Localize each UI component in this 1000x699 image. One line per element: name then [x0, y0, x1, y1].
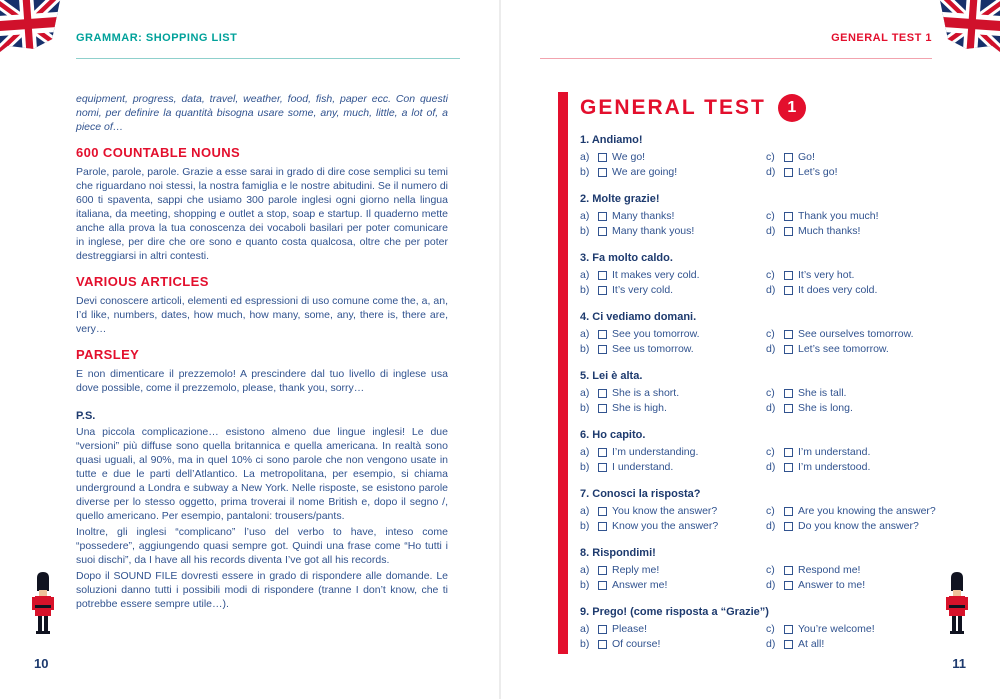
option-c: [766, 504, 936, 519]
option-letter: d): [766, 284, 776, 296]
option-letter: d): [766, 579, 776, 591]
answer-checkbox[interactable]: [598, 404, 607, 413]
option-text: Respond me!: [798, 564, 861, 576]
option-letter: c): [766, 151, 775, 163]
answer-checkbox[interactable]: [784, 389, 793, 398]
answer-checkbox[interactable]: [598, 640, 607, 649]
answer-checkbox[interactable]: [784, 168, 793, 177]
option-a: [580, 327, 766, 342]
answer-checkbox[interactable]: [784, 330, 793, 339]
answer-checkbox[interactable]: [784, 345, 793, 354]
question-number: 7.: [580, 488, 590, 500]
question-prompt: Conosci la risposta?: [592, 488, 701, 500]
answer-options: [580, 622, 936, 652]
option-letter: c): [766, 623, 775, 635]
option-a: [580, 563, 766, 578]
option-letter: a): [580, 505, 590, 517]
option-d: [766, 460, 936, 475]
header-rule-right: [540, 58, 932, 59]
answer-checkbox[interactable]: [598, 212, 607, 221]
answer-checkbox[interactable]: [598, 463, 607, 472]
option-text: It makes very cold.: [612, 269, 700, 281]
royal-guard-icon: [942, 572, 972, 634]
option-b: [580, 460, 766, 475]
option-text: It’s very hot.: [798, 269, 855, 281]
option-text: Of course!: [612, 638, 661, 650]
option-letter: c): [766, 564, 775, 576]
option-text: I’m understand.: [798, 446, 871, 458]
option-text: We are going!: [612, 166, 678, 178]
option-a: [580, 445, 766, 460]
option-letter: b): [580, 284, 590, 296]
question-block: [580, 133, 936, 180]
question-block: [580, 192, 936, 239]
question-block: [580, 369, 936, 416]
section-body-countable-nouns: Parole, parole, parole. Grazie a esse sarai in grado di dire cose semplici su temi che riguardano noi stessi, la nostra famiglia e le nostre abitudini. Se il numero di 600 ti spaventa, sappi che usiamo 300 parole inglesi ogni giorno nella lingua italiana, da meeting, shopping e outlet a stop, soap e startup. Il quaderno mette anche alla prova la tua conoscenza dei vocaboli basilari per poter comunicare in inglese, per dire che ore sono e quanto costa qualcosa, oltre che per poter destreggiarsi in altri contesti.: [76, 166, 448, 262]
answer-checkbox[interactable]: [784, 286, 793, 295]
option-letter: a): [580, 328, 590, 340]
option-text: She is long.: [798, 402, 853, 414]
answer-checkbox[interactable]: [598, 153, 607, 162]
question-prompt: Prego! (come risposta a “Grazie”): [592, 606, 769, 618]
option-d: [766, 637, 936, 652]
question-number: 3.: [580, 252, 590, 264]
option-a: [580, 268, 766, 283]
option-b: [580, 283, 766, 298]
header-rule-left: [76, 58, 460, 59]
question-number: 9.: [580, 606, 590, 618]
answer-checkbox[interactable]: [598, 227, 607, 236]
page-number-right: 11: [952, 656, 966, 671]
section-body-various-articles: Devi conoscere articoli, elementi ed espressioni di uso comune come the, a, an, I’d like, numbers, dates, how much, how many, some, any, there is, there are, very…: [76, 295, 448, 335]
question-prompt: Fa molto caldo.: [592, 252, 673, 264]
option-c: [766, 445, 936, 460]
option-text: Reply me!: [612, 564, 660, 576]
ps-paragraph-1: Una piccola complicazione… esistono almeno due lingue inglesi! Le due “versioni” più diffuse sono quella britannica e quella americana. In realtà sono quasi uguali, al 90%, ma in quel 10% ci sono parole che non vengono usate in tutte e due le parti dell’Atlantico. La metropolitana, per esempio, si chiama underground a Londra e subway a New York. Nelle risposte, se esistono parole diverse per lo stesso oggetto, prima troverai il nome British e, dopo il segno /, quello americano. Per esempio, pantaloni: trousers/pants.: [76, 426, 448, 522]
option-text: Let’s go!: [798, 166, 838, 178]
option-text: You’re welcome!: [798, 623, 875, 635]
question-block: [580, 605, 936, 652]
answer-checkbox[interactable]: [598, 345, 607, 354]
test-title: GENERAL TEST: [580, 96, 766, 119]
option-c: [766, 386, 936, 401]
option-text: Please!: [612, 623, 648, 635]
answer-options: [580, 445, 936, 475]
answer-checkbox[interactable]: [784, 640, 793, 649]
question-block: [580, 428, 936, 475]
option-b: [580, 637, 766, 652]
ps-paragraph-3: Dopo il SOUND FILE dovresti essere in grado di rispondere alle domande. Le soluzioni danno tutti i possibili modi di rispondere (tranne I don’t know, che ti potrebbe essere sempre utile…).: [76, 570, 448, 610]
answer-checkbox[interactable]: [598, 522, 607, 531]
question-prompt: Lei è alta.: [592, 370, 643, 382]
question-number: 1.: [580, 134, 590, 146]
option-letter: b): [580, 579, 590, 591]
page-fold-divider: [499, 0, 501, 699]
option-text: I’m understood.: [798, 461, 871, 473]
option-letter: b): [580, 520, 590, 532]
option-text: She is high.: [612, 402, 667, 414]
question-block: [580, 310, 936, 357]
question-number: 2.: [580, 193, 590, 205]
option-b: [580, 519, 766, 534]
test-number-badge: 1: [778, 94, 806, 122]
option-text: I understand.: [612, 461, 674, 473]
option-text: Much thanks!: [798, 225, 861, 237]
option-a: [580, 209, 766, 224]
option-d: [766, 224, 936, 239]
answer-checkbox[interactable]: [784, 522, 793, 531]
question-number: 4.: [580, 311, 590, 323]
test-accent-bar: [558, 92, 568, 654]
option-c: [766, 209, 936, 224]
option-d: [766, 519, 936, 534]
test-title-row: [580, 94, 806, 122]
option-text: See you tomorrow.: [612, 328, 700, 340]
option-letter: a): [580, 446, 590, 458]
answer-options: [580, 209, 936, 239]
option-text: See ourselves tomorrow.: [798, 328, 914, 340]
option-letter: a): [580, 387, 590, 399]
option-text: I’m understanding.: [612, 446, 699, 458]
option-letter: d): [766, 638, 776, 650]
option-a: [580, 386, 766, 401]
answer-checkbox[interactable]: [598, 330, 607, 339]
answer-options: [580, 268, 936, 298]
ps-heading: P.S.: [76, 410, 96, 422]
option-letter: d): [766, 166, 776, 178]
option-letter: d): [766, 520, 776, 532]
option-letter: a): [580, 269, 590, 281]
left-page-body: [76, 92, 448, 613]
question-block: [580, 546, 936, 593]
option-text: Do you know the answer?: [798, 520, 919, 532]
section-body-parsley: E non dimenticare il prezzemolo! A prescindere dal tuo livello di inglese usa dove possible, come il prezzemolo, please, thank you, sorry…: [76, 368, 448, 394]
answer-checkbox[interactable]: [784, 227, 793, 236]
option-d: [766, 401, 936, 416]
option-a: [580, 504, 766, 519]
section-heading-parsley: PARSLEY: [76, 347, 140, 362]
answer-checkbox[interactable]: [784, 581, 793, 590]
option-text: Answer to me!: [798, 579, 866, 591]
option-letter: c): [766, 505, 775, 517]
ps-paragraph-2: Inoltre, gli inglesi “complicano” l’uso del verbo to have, inteso come “possedere”, aggiungendo quasi sempre got. Quindi una frase come “Ho tutti i suoi dischi”, da I have all his records diventa I’ve got all his records.: [76, 526, 448, 566]
option-text: Go!: [798, 151, 815, 163]
option-c: [766, 150, 936, 165]
option-letter: b): [580, 166, 590, 178]
option-letter: a): [580, 564, 590, 576]
answer-checkbox[interactable]: [598, 448, 607, 457]
answer-checkbox[interactable]: [598, 507, 607, 516]
answer-checkbox[interactable]: [784, 463, 793, 472]
option-text: At all!: [798, 638, 825, 650]
option-letter: b): [580, 638, 590, 650]
option-letter: b): [580, 402, 590, 414]
answer-checkbox[interactable]: [784, 271, 793, 280]
option-a: [580, 622, 766, 637]
running-head-right: GENERAL TEST 1: [831, 32, 932, 44]
option-d: [766, 283, 936, 298]
option-b: [580, 165, 766, 180]
answer-checkbox[interactable]: [784, 212, 793, 221]
option-text: Many thank yous!: [612, 225, 695, 237]
option-text: It does very cold.: [798, 284, 878, 296]
union-jack-flag-icon: [934, 0, 1000, 56]
option-letter: c): [766, 328, 775, 340]
answer-options: [580, 504, 936, 534]
answer-options: [580, 327, 936, 357]
option-text: Know you the answer?: [612, 520, 719, 532]
option-c: [766, 268, 936, 283]
option-letter: c): [766, 387, 775, 399]
option-b: [580, 342, 766, 357]
option-text: She is a short.: [612, 387, 680, 399]
answer-checkbox[interactable]: [598, 566, 607, 575]
option-d: [766, 578, 936, 593]
question-number: 6.: [580, 429, 590, 441]
option-letter: c): [766, 446, 775, 458]
royal-guard-icon: [28, 572, 58, 634]
option-d: [766, 165, 936, 180]
option-letter: d): [766, 402, 776, 414]
answer-checkbox[interactable]: [784, 625, 793, 634]
option-text: It’s very cold.: [612, 284, 674, 296]
option-letter: b): [580, 461, 590, 473]
option-letter: d): [766, 225, 776, 237]
option-c: [766, 327, 936, 342]
section-heading-various-articles: VARIOUS ARTICLES: [76, 274, 209, 289]
option-letter: d): [766, 461, 776, 473]
question-prompt: Andiamo!: [591, 134, 643, 146]
answer-options: [580, 386, 936, 416]
questions: [580, 133, 936, 664]
section-heading-countable-nouns: 600 COUNTABLE NOUNS: [76, 145, 241, 160]
answer-checkbox[interactable]: [598, 271, 607, 280]
option-b: [580, 578, 766, 593]
option-text: See us tomorrow.: [612, 343, 694, 355]
option-text: Let’s see tomorrow.: [798, 343, 889, 355]
union-jack-flag-icon: [0, 0, 66, 56]
option-letter: d): [766, 343, 776, 355]
answer-checkbox[interactable]: [784, 507, 793, 516]
question-number: 5.: [580, 370, 590, 382]
question-block: [580, 487, 936, 534]
option-letter: c): [766, 210, 775, 222]
option-letter: b): [580, 225, 590, 237]
option-text: Are you knowing the answer?: [798, 505, 936, 517]
option-b: [580, 401, 766, 416]
option-letter: a): [580, 151, 590, 163]
question-prompt: Ho capito.: [592, 429, 646, 441]
option-c: [766, 622, 936, 637]
option-text: Answer me!: [612, 579, 668, 591]
option-letter: a): [580, 210, 590, 222]
answer-checkbox[interactable]: [598, 389, 607, 398]
option-text: You know the answer?: [612, 505, 718, 517]
option-text: We go!: [612, 151, 646, 163]
question-block: [580, 251, 936, 298]
option-text: She is tall.: [798, 387, 847, 399]
answer-checkbox[interactable]: [598, 581, 607, 590]
answer-checkbox[interactable]: [598, 286, 607, 295]
question-prompt: Ci vediamo domani.: [592, 311, 697, 323]
answer-checkbox[interactable]: [784, 448, 793, 457]
answer-options: [580, 563, 936, 593]
intro-paragraph: equipment, progress, data, travel, weather, food, fish, paper ecc. Con questi nomi, per definire la quantità bisogna usare some, any, much, little, a lot of, a piece of…: [76, 93, 448, 133]
option-d: [766, 342, 936, 357]
option-letter: b): [580, 343, 590, 355]
option-c: [766, 563, 936, 578]
answer-checkbox[interactable]: [784, 566, 793, 575]
option-text: Thank you much!: [798, 210, 879, 222]
question-number: 8.: [580, 547, 590, 559]
option-text: Many thanks!: [612, 210, 675, 222]
option-a: [580, 150, 766, 165]
option-b: [580, 224, 766, 239]
question-prompt: Rispondimi!: [592, 547, 656, 559]
running-head-left: GRAMMAR: SHOPPING LIST: [76, 32, 238, 44]
answer-checkbox[interactable]: [598, 168, 607, 177]
option-letter: a): [580, 623, 590, 635]
answer-checkbox[interactable]: [784, 153, 793, 162]
answer-options: [580, 150, 936, 180]
answer-checkbox[interactable]: [784, 404, 793, 413]
option-letter: c): [766, 269, 775, 281]
page-number-left: 10: [34, 656, 49, 671]
answer-checkbox[interactable]: [598, 625, 607, 634]
question-prompt: Molte grazie!: [592, 193, 660, 205]
